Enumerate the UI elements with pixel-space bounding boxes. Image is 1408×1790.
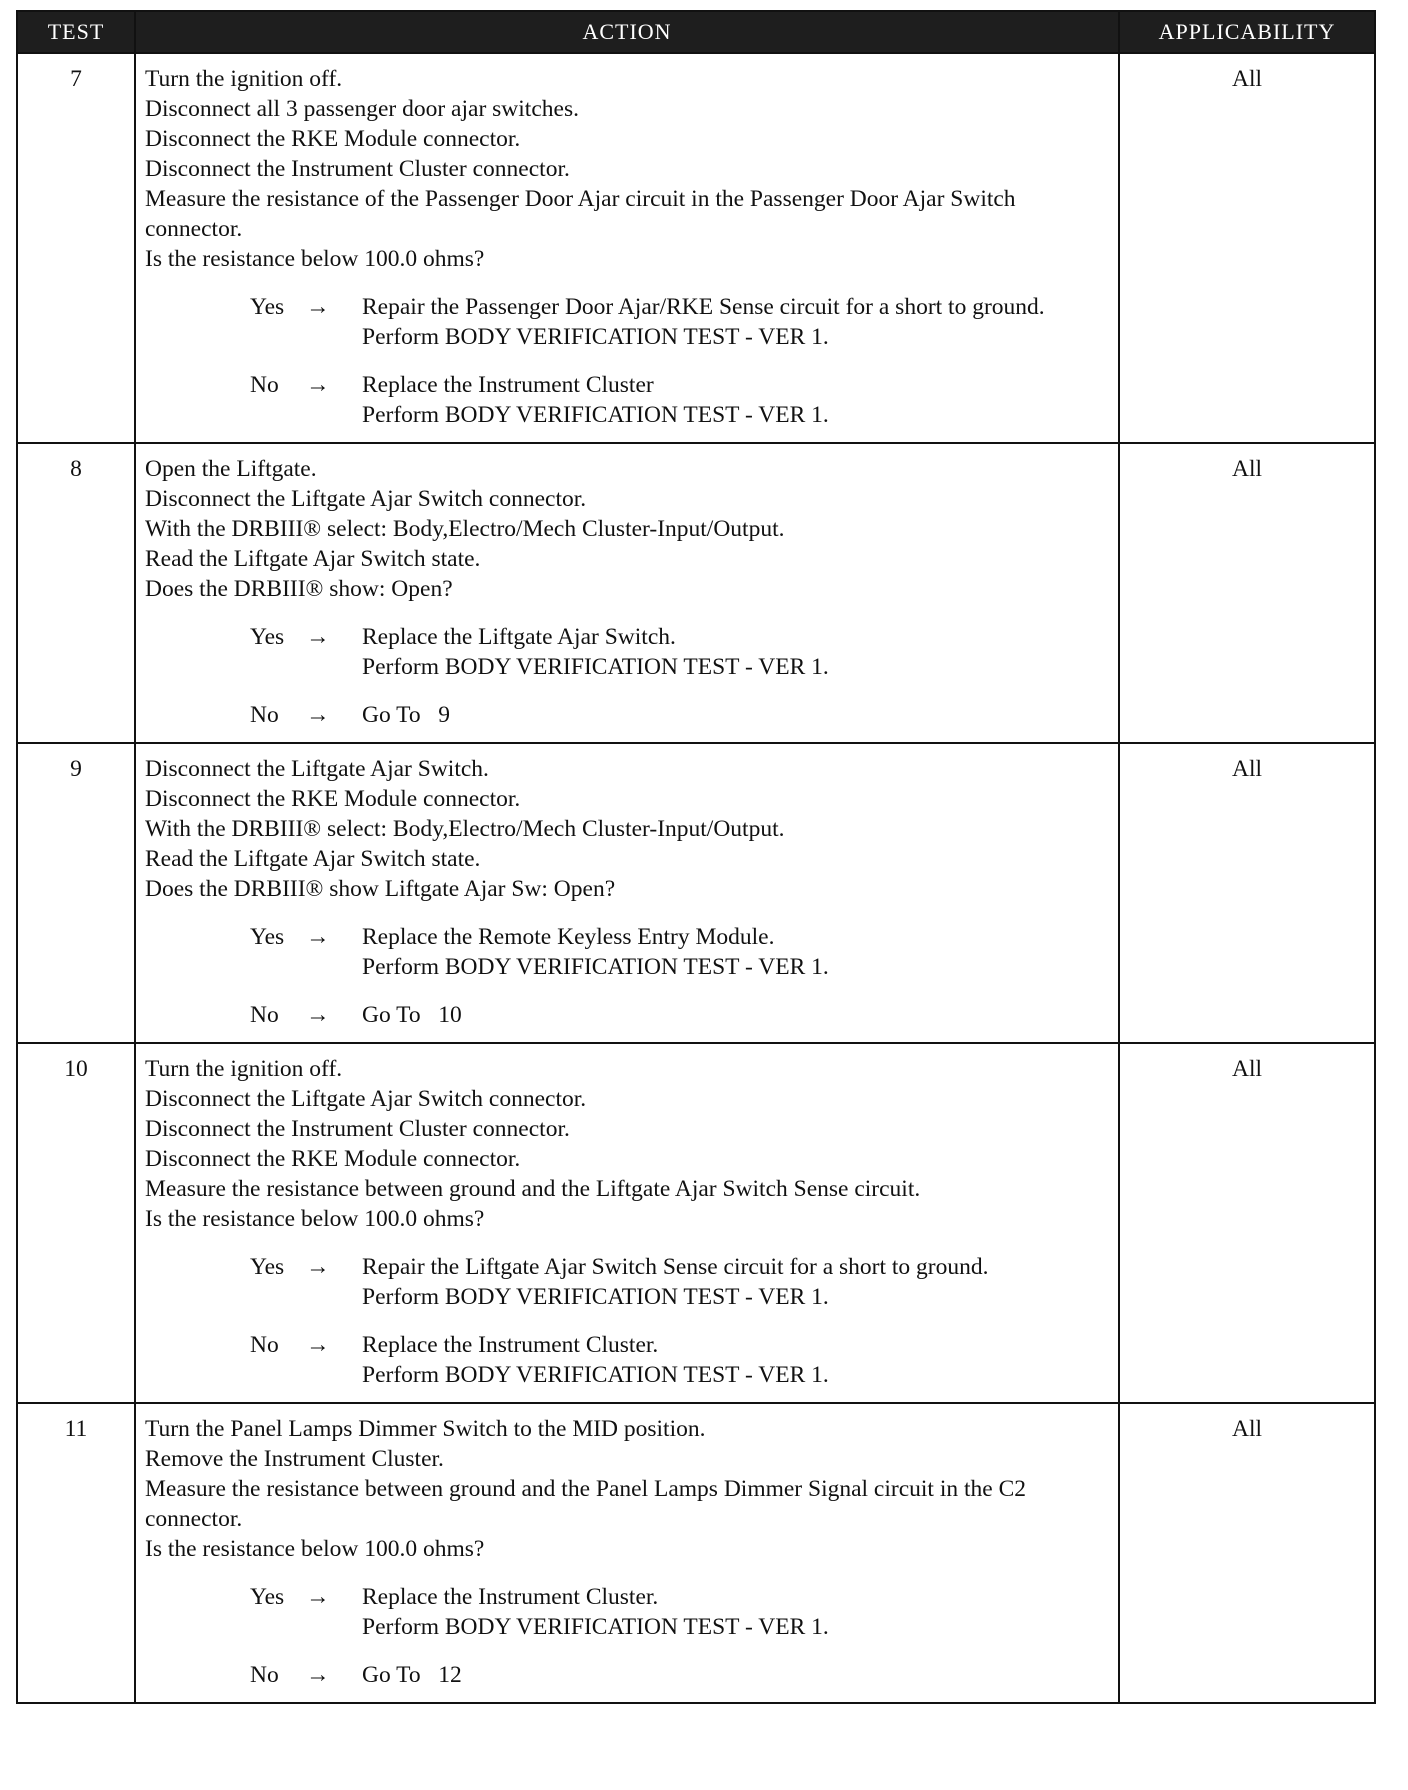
diagnostic-test-page: [16, 10, 1374, 1704]
header-action: ACTION: [135, 11, 1119, 53]
test-row-9: [17, 743, 1375, 1043]
test-number: 10: [17, 1043, 135, 1403]
result-instructions: [362, 700, 1110, 730]
result-instructions: [362, 370, 1110, 430]
result-answer: Yes: [250, 624, 285, 650]
test-number: 8: [17, 443, 135, 743]
test-number: 9: [17, 743, 135, 1043]
result-yes: [145, 1582, 1110, 1642]
action-step: Open the Liftgate.: [145, 456, 317, 482]
test-action: [135, 1403, 1119, 1703]
header-test: TEST: [17, 11, 135, 53]
test-action: [135, 1043, 1119, 1403]
result-instructions: [362, 1330, 1110, 1390]
action-step: Is the resistance below 100.0 ohms?: [145, 1536, 485, 1562]
action-step: Disconnect the Instrument Cluster connector.: [145, 156, 570, 182]
action-step: Disconnect the Liftgate Ajar Switch.: [145, 756, 489, 782]
result-no: [145, 1330, 1110, 1390]
result-answer: No: [250, 1662, 279, 1688]
result-line: Replace the Instrument Cluster.: [362, 1332, 659, 1358]
action-step: Does the DRBIII® show Liftgate Ajar Sw: Open?: [145, 876, 616, 902]
result-yes: [145, 1252, 1110, 1312]
result-answer: Yes: [250, 294, 285, 320]
result-line: Go To 10: [362, 1002, 462, 1028]
right-arrow-icon: →: [306, 1332, 330, 1358]
action-step: Remove the Instrument Cluster.: [145, 1446, 444, 1472]
result-answer: Yes: [250, 1254, 285, 1280]
action-step: Turn the ignition off.: [145, 66, 343, 92]
result-no: [145, 1660, 1110, 1690]
action-step: Turn the ignition off.: [145, 1056, 343, 1082]
test-applicability: All: [1119, 443, 1375, 743]
result-line: Replace the Remote Keyless Entry Module.: [362, 924, 775, 950]
result-instructions: [362, 292, 1110, 352]
action-step: Measure the resistance between ground and the Liftgate Ajar Switch Sense circuit.: [145, 1176, 921, 1202]
result-yes: [145, 922, 1110, 982]
result-line: Go To 9: [362, 702, 451, 728]
result-line: Perform BODY VERIFICATION TEST - VER 1.: [362, 402, 829, 428]
action-step: Read the Liftgate Ajar Switch state.: [145, 546, 481, 572]
test-applicability: All: [1119, 743, 1375, 1043]
action-step: With the DRBIII® select: Body,Electro/Mech Cluster-Input/Output.: [145, 516, 785, 542]
result-line: Go To 12: [362, 1662, 462, 1688]
right-arrow-icon: →: [306, 294, 330, 320]
result-instructions: [362, 622, 1110, 682]
test-action: [135, 743, 1119, 1043]
table-header-row: [17, 11, 1375, 53]
result-line: Perform BODY VERIFICATION TEST - VER 1.: [362, 654, 829, 680]
result-no: [145, 1000, 1110, 1030]
right-arrow-icon: →: [306, 1662, 330, 1688]
test-action: [135, 443, 1119, 743]
test-applicability: All: [1119, 1403, 1375, 1703]
right-arrow-icon: →: [306, 624, 330, 650]
test-row-10: [17, 1043, 1375, 1403]
result-yes: [145, 622, 1110, 682]
result-line: Repair the Liftgate Ajar Switch Sense circuit for a short to ground.: [362, 1254, 989, 1280]
right-arrow-icon: →: [306, 1584, 330, 1610]
result-line: Replace the Instrument Cluster.: [362, 1584, 659, 1610]
action-step: With the DRBIII® select: Body,Electro/Mech Cluster-Input/Output.: [145, 816, 785, 842]
diagnostic-test-table: [16, 10, 1376, 1704]
action-step: Disconnect the RKE Module connector.: [145, 1146, 521, 1172]
result-yes: [145, 292, 1110, 352]
result-line: Perform BODY VERIFICATION TEST - VER 1.: [362, 1284, 829, 1310]
action-step: Measure the resistance of the Passenger Door Ajar circuit in the Passenger Door Ajar Switch connector.: [145, 186, 1016, 242]
action-step: Measure the resistance between ground and the Panel Lamps Dimmer Signal circuit in the C2 connector.: [145, 1476, 1026, 1532]
result-instructions: [362, 1582, 1110, 1642]
right-arrow-icon: →: [306, 702, 330, 728]
test-row-11: [17, 1403, 1375, 1703]
action-step: Disconnect the Liftgate Ajar Switch connector.: [145, 1086, 587, 1112]
test-number: 7: [17, 53, 135, 443]
header-applicability: APPLICABILITY: [1119, 11, 1375, 53]
action-step: Disconnect the RKE Module connector.: [145, 126, 521, 152]
right-arrow-icon: →: [306, 924, 330, 950]
test-applicability: All: [1119, 1043, 1375, 1403]
result-instructions: [362, 922, 1110, 982]
right-arrow-icon: →: [306, 1002, 330, 1028]
action-step: Turn the Panel Lamps Dimmer Switch to the MID position.: [145, 1416, 706, 1442]
test-number: 11: [17, 1403, 135, 1703]
result-answer: Yes: [250, 924, 285, 950]
result-instructions: [362, 1000, 1110, 1030]
test-applicability: All: [1119, 53, 1375, 443]
right-arrow-icon: →: [306, 372, 330, 398]
result-answer: No: [250, 1002, 279, 1028]
action-step: Disconnect the RKE Module connector.: [145, 786, 521, 812]
action-step: Disconnect all 3 passenger door ajar switches.: [145, 96, 579, 122]
action-step: Is the resistance below 100.0 ohms?: [145, 246, 485, 272]
result-instructions: [362, 1660, 1110, 1690]
result-no: [145, 700, 1110, 730]
test-action: [135, 53, 1119, 443]
result-line: Perform BODY VERIFICATION TEST - VER 1.: [362, 954, 829, 980]
result-answer: Yes: [250, 1584, 285, 1610]
result-line: Replace the Instrument Cluster: [362, 372, 654, 398]
result-answer: No: [250, 1332, 279, 1358]
result-line: Perform BODY VERIFICATION TEST - VER 1.: [362, 1362, 829, 1388]
action-step: Disconnect the Liftgate Ajar Switch connector.: [145, 486, 587, 512]
right-arrow-icon: →: [306, 1254, 330, 1280]
result-line: Perform BODY VERIFICATION TEST - VER 1.: [362, 1614, 829, 1640]
result-line: Perform BODY VERIFICATION TEST - VER 1.: [362, 324, 829, 350]
action-step: Does the DRBIII® show: Open?: [145, 576, 453, 602]
action-step: Is the resistance below 100.0 ohms?: [145, 1206, 485, 1232]
action-step: Read the Liftgate Ajar Switch state.: [145, 846, 481, 872]
test-row-8: [17, 443, 1375, 743]
result-answer: No: [250, 372, 279, 398]
result-instructions: [362, 1252, 1110, 1312]
result-line: Replace the Liftgate Ajar Switch.: [362, 624, 676, 650]
result-line: Repair the Passenger Door Ajar/RKE Sense circuit for a short to ground.: [362, 294, 1045, 320]
test-row-7: [17, 53, 1375, 443]
action-step: Disconnect the Instrument Cluster connector.: [145, 1116, 570, 1142]
result-answer: No: [250, 702, 279, 728]
result-no: [145, 370, 1110, 430]
